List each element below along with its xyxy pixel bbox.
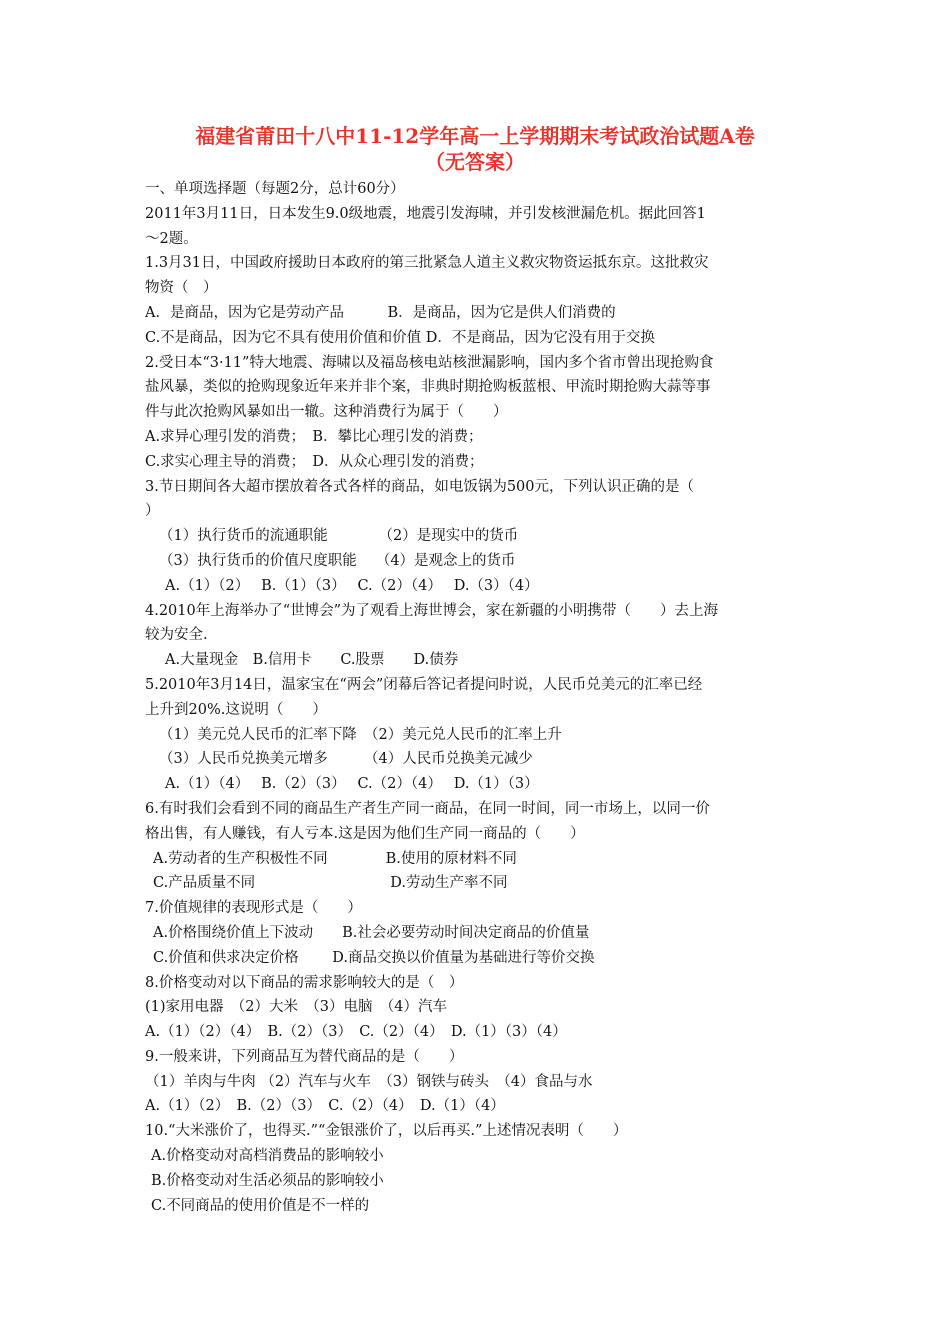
- question-8: 8.价格变动对以下商品的需求影响较大的是（ ）: [145, 974, 464, 991]
- question-5-options: A.（1）（4） B.（2）（3） C.（2）（4） D.（1）（3）: [165, 776, 539, 793]
- document-title: [145, 123, 805, 175]
- question-2-options: A.求异心理引发的消费； B．攀比心理引发的消费；: [145, 428, 483, 445]
- question-3-options: A.（1）（2） B.（1）（3） C.（2）（4） D.（3）（4）: [165, 577, 539, 594]
- question-1: 1.3月31日，中国政府援助日本政府的第三批紧急人道主义救灾物资运抵东京。这批救灾: [145, 255, 709, 272]
- question-8-statements: (1)家用电器 （2）大米 （3）电脑 （4）汽车: [145, 999, 447, 1016]
- section-heading: 一、单项选择题（每题2分，总计60分）: [145, 181, 405, 197]
- context-text: ～2题。: [145, 230, 198, 247]
- question-3: ）: [145, 503, 160, 520]
- question-5: 上升到20%.这说明（ ）: [145, 701, 327, 718]
- question-10-option-c: C.不同商品的使用价值是不一样的: [151, 1197, 370, 1214]
- question-7-options: C.价值和供求决定价格 D.商品交换以价值量为基础进行等价交换: [153, 949, 595, 966]
- question-10-option-a: A.价格变动对高档消费品的影响较小: [151, 1148, 384, 1165]
- question-4-options: A.大量现金 B.信用卡 C.股票 D.债券: [165, 652, 459, 669]
- question-5-statements: （3）人民币兑换美元增多 （4）人民币兑换美元减少: [159, 751, 533, 768]
- title-line-2: （无答案）: [425, 150, 525, 174]
- question-1-options: A．是商品，因为它是劳动产品 B．是商品，因为它是供人们消费的: [145, 304, 616, 321]
- question-4: 较为安全.: [145, 627, 208, 644]
- question-3-statements: （1）执行货币的流通职能 （2）是现实中的货币: [159, 528, 519, 545]
- question-2: 盐风暴，类似的抢购现象近年来并非个案，非典时期抢购板蓝根、甲流时期抢购大蒜等事: [145, 379, 711, 396]
- question-4: 4.2010年上海举办了“世博会”为了观看上海世博会，家在新疆的小明携带（ ）去上海: [145, 602, 719, 619]
- context-text: 2011年3月11日，日本发生9.0级地震，地震引发海啸，并引发核泄漏危机。据此回答1: [145, 205, 706, 222]
- question-2-options: C.求实心理主导的消费； D．从众心理引发的消费；: [145, 453, 484, 470]
- question-6-options: C.产品质量不同 D.劳动生产率不同: [153, 875, 508, 892]
- question-9-options: A.（1）（2） B.（2）（3） C.（2）（4） D.（1）（4）: [145, 1098, 505, 1115]
- question-5: 5.2010年3月14日，温家宝在“两会”闭幕后答记者提问时说，人民币兑美元的汇率已经: [145, 676, 703, 693]
- question-2: 2.受日本“3·11”特大地震、海啸以及福岛核电站核泄漏影响，国内多个省市曾出现抢购食: [145, 354, 714, 371]
- question-10-option-b: B.价格变动对生活必须品的影响较小: [151, 1172, 384, 1189]
- question-9-statements: （1）羊肉与牛肉 （2）汽车与火车 （3）钢铁与砖头 （4）食品与水: [145, 1073, 593, 1090]
- question-6-options: A.劳动者的生产积极性不同 B.使用的原材料不同: [153, 850, 517, 867]
- question-6: 格出售，有人赚钱，有人亏本.这是因为他们生产同一商品的（ ）: [145, 825, 585, 842]
- question-1: 物资（ ）: [145, 280, 218, 297]
- question-1-options: C.不是商品，因为它不具有使用价值和价值 D．不是商品，因为它没有用于交换: [145, 329, 655, 346]
- question-5-statements: （1）美元兑人民币的汇率下降 （2）美元兑人民币的汇率上升: [159, 726, 562, 743]
- question-2: 件与此次抢购风暴如出一辙。这种消费行为属于（ ）: [145, 404, 508, 421]
- question-6: 6.有时我们会看到不同的商品生产者生产同一商品，在同一时间，同一市场上，以同一价: [145, 800, 710, 817]
- exam-content: [145, 177, 810, 1218]
- question-10: 10.“大米涨价了，也得买.”“金银涨价了，以后再买.”上述情况表明（ ）: [145, 1123, 628, 1140]
- question-3-statements: （3）执行货币的价值尺度职能 （4）是观念上的货币: [159, 552, 516, 569]
- title-line-1: 福建省莆田十八中11-12学年高一上学期期末考试政治试题A卷: [195, 124, 755, 148]
- question-8-options: A.（1）（2）（4） B.（2）（3） C.（2）（4） D.（1）（3）（4）: [145, 1024, 567, 1041]
- question-9: 9.一般来讲，下列商品互为替代商品的是（ ）: [145, 1048, 464, 1065]
- question-7: 7.价值规律的表现形式是（ ）: [145, 900, 362, 917]
- question-3: 3.节日期间各大超市摆放着各式各样的商品，如电饭锅为500元，下列认识正确的是（: [145, 478, 695, 495]
- question-7-options: A.价格围绕价值上下波动 B.社会必要劳动时间决定商品的价值量: [153, 924, 590, 941]
